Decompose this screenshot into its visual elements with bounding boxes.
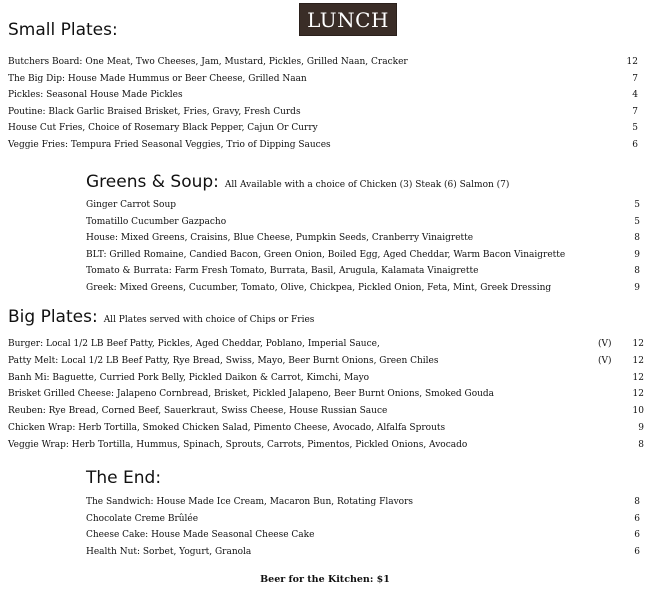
menu-item-name: Chicken Wrap: Herb Tortilla, Smoked Chicken Salad, Pimento Cheese, Avocado, Alfalfa Sprouts [8, 423, 446, 433]
menu-item [8, 422, 650, 435]
menu-item-price: 8 [634, 266, 640, 277]
menu-item-price: 7 [632, 106, 638, 117]
menu-item-name: Chocolate Creme Brûlée [86, 513, 199, 524]
menu-item-name: Ginger Carrot Soup [86, 200, 177, 210]
section-note: All Plates served with choice of Chips or Fries [103, 315, 315, 325]
menu-item-name: Patty Melt: Local 1/2 LB Beef Patty, Rye Bread, Swiss, Mayo, Beer Burnt Onions, Green Chiles [8, 355, 439, 366]
menu-item-price: 7 [632, 73, 638, 84]
menu-item-price: 12 [632, 372, 644, 383]
menu-item-name: Greek: Mixed Greens, Cucumber, Tomato, Olive, Chickpea, Pickled Onion, Feta, Mint, Greek Dressing [86, 283, 552, 293]
menu-item-name: Veggie Fries: Tempura Fried Seasonal Veggies, Trio of Dipping Sauces [8, 140, 331, 150]
vegetarian-option-marker: (V) [598, 339, 612, 349]
menu-item-name: The Sandwich: House Made Ice Cream, Macaron Bun, Rotating Flavors [86, 497, 414, 507]
menu-item [86, 282, 650, 295]
menu-item-price: 12 [626, 57, 638, 67]
menu-item-name: BLT: Grilled Romaine, Candied Bacon, Green Onion, Boiled Egg, Aged Cheddar, Warm Bacon Vinaigrette [86, 249, 566, 260]
menu-item [86, 265, 650, 278]
menu-item-price: 8 [634, 233, 640, 244]
menu-item-price: 8 [634, 497, 640, 507]
menu-item [86, 199, 650, 212]
menu-item [86, 546, 650, 559]
menu-item-price: 6 [634, 530, 640, 541]
menu-item-name: Poutine: Black Garlic Braised Brisket, Fries, Gravy, Fresh Curds [8, 106, 301, 117]
menu-item-price: 12 [632, 389, 644, 400]
vegetarian-option-marker: (V) [598, 355, 612, 366]
menu-item-price: 9 [634, 283, 640, 293]
menu-item-name: Veggie Wrap: Herb Tortilla, Hummus, Spinach, Sprouts, Carrots, Pimentos, Pickled Onions, Avocado [8, 439, 468, 450]
menu-item-price: 6 [634, 546, 640, 557]
the-end-heading [86, 468, 161, 488]
menu-item-name: House: Mixed Greens, Craisins, Blue Cheese, Pumpkin Seeds, Cranberry Vinaigrette [86, 233, 474, 244]
menu-item-name: Cheese Cake: House Made Seasonal Cheese Cake [86, 530, 315, 541]
section-title: Greens & Soup: [86, 172, 219, 192]
menu-item [8, 89, 650, 102]
big-plates-heading [8, 307, 314, 327]
menu-item [8, 405, 650, 418]
menu-item-price: 4 [632, 90, 638, 101]
section-title: The End: [86, 468, 162, 488]
menu-item [8, 439, 650, 452]
menu-item [8, 106, 650, 119]
menu-item [8, 73, 650, 86]
menu-item-name: House Cut Fries, Choice of Rosemary Black Pepper, Cajun Or Curry [8, 123, 318, 134]
menu-item [86, 496, 650, 509]
menu-item [8, 355, 650, 368]
menu-item [8, 372, 650, 385]
menu-item [86, 529, 650, 542]
menu-item-price: 8 [638, 439, 644, 450]
menu-item [8, 139, 650, 152]
menu-item [8, 56, 650, 69]
menu-item-name: Burger: Local 1/2 LB Beef Patty, Pickles, Aged Cheddar, Poblano, Imperial Sauce, [8, 339, 380, 349]
menu-item-price: 12 [632, 355, 644, 366]
menu-item [8, 122, 650, 135]
small-plates-heading [8, 20, 118, 40]
menu-item [86, 513, 650, 526]
menu-item-name: Tomato & Burrata: Farm Fresh Tomato, Burrata, Basil, Arugula, Kalamata Vinaigrette [86, 266, 479, 277]
menu-item-price: 9 [638, 423, 644, 433]
menu-item-price: 9 [634, 249, 640, 260]
menu-item-price: 6 [632, 140, 638, 150]
section-note: All Available with a choice of Chicken (3) Steak (6) Salmon (7) [224, 180, 510, 190]
section-title: Big Plates: [8, 307, 98, 327]
menu-item [8, 388, 650, 401]
menu-item-price: 5 [634, 200, 640, 210]
menu-item-name: Butchers Board: One Meat, Two Cheeses, Jam, Mustard, Pickles, Grilled Naan, Cracker [8, 57, 408, 67]
menu-item-price: 10 [632, 406, 644, 417]
section-title: Small Plates: [8, 20, 118, 40]
menu-item-price: 6 [634, 513, 640, 524]
menu-item-name: The Big Dip: House Made Hummus or Beer Cheese, Grilled Naan [8, 73, 307, 84]
menu-item [86, 249, 650, 262]
menu-item [86, 232, 650, 245]
menu-item-name: Health Nut: Sorbet, Yogurt, Granola [86, 546, 252, 557]
menu-item-name: Banh Mi: Baguette, Curried Pork Belly, Pickled Daikon & Carrot, Kimchi, Mayo [8, 372, 370, 383]
menu-item-price: 12 [632, 339, 644, 349]
menu-item-price: 5 [632, 123, 638, 134]
menu-item-name: Reuben: Rye Bread, Corned Beef, Sauerkraut, Swiss Cheese, House Russian Sauce [8, 406, 388, 417]
menu-item-name: Tomatillo Cucumber Gazpacho [86, 216, 227, 227]
menu-item-name: Pickles: Seasonal House Made Pickles [8, 90, 183, 101]
lunch-logo: LUNCH [299, 3, 397, 36]
menu-item-price: 5 [634, 216, 640, 227]
menu-item [86, 216, 650, 229]
beer-for-kitchen-note: Beer for the Kitchen: $1 [260, 574, 390, 585]
menu-item [8, 338, 650, 351]
greens-soup-heading [86, 172, 509, 192]
menu-item-name: Brisket Grilled Cheese: Jalapeno Cornbread, Brisket, Pickled Jalapeno, Beer Burnt Onions, Smoked Gouda [8, 389, 495, 400]
